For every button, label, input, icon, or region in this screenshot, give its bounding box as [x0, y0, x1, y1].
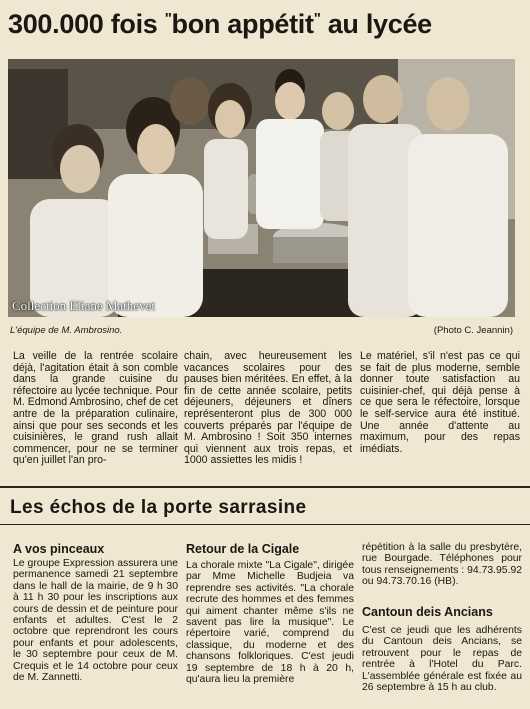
pinceaux-body: Le groupe Expression assurera une permanence samedi 21 septembre dans le hall de la mairie, de 9 h 30 à 11 h 30 pour les inscriptions aux cours de dessin et de peinture pour enfants et adultes. C'est le 2 octobre que reprendront les cours pour enfants et pour adolescents, le 30 septembre pour ceux de M. Crequis et le 14 octobre pour ceux de M. Zannetti.	[13, 558, 178, 684]
article-column-3: Le matériel, s'il n'est pas ce qui se fait de plus moderne, semble donner toute satisfaction au cuisinier-chef, qui déjà pense à ce que sera le réfectoire, lorsque le self-service aura été institué. Une année d'attente au maximum, pour des repas imédiats.	[360, 350, 520, 455]
pinceaux-title: A vos pinceaux	[13, 542, 105, 556]
cigale-title: Retour de la Cigale	[186, 542, 300, 556]
headline-quoted: bon appétit	[171, 9, 314, 39]
section-divider-top	[0, 486, 530, 488]
kitchen-team-photo	[8, 59, 515, 317]
cigale-body: La chorale mixte "La Cigale", dirigée par Mme Michelle Budjeia va reprendre ses activités. "La chorale recrute des hommes et des femmes qui aiment chanter même s'ils ne savent pas lire la musique". Le répertoire varié, comprend du classique, du moderne et des chansons folkloriques. C'est jeudi 19 septembre de 18 h à 20 h, qu'aura lieu la première	[186, 560, 354, 686]
photo-watermark: Collection Eliane Mathevet	[12, 298, 155, 313]
article-column-1: La veille de la rentrée scolaire déjà, l'agitation était à son comble dans la grande cuisine du réfectoire au lycée technique. Pour M. Edmond Ambrosino, chef de cet antre de la préparation culinaire, ainsi que pour ses seconds et les cuisinières, le grand rush allait commencer, pour ne se terminer qu'en juillet l'an pro-	[13, 350, 178, 467]
headline-part-2: au lycée	[320, 9, 432, 39]
headline-quote-open: "	[164, 10, 172, 27]
headline-quote-close: "	[313, 10, 321, 27]
headline	[8, 2, 528, 41]
photo-credit: (Photo C. Jeannin)	[433, 325, 513, 336]
section-divider-bottom	[0, 524, 530, 525]
cantoun-body: C'est ce jeudi que les adhérents du Cantoun deis Ancians, se retrouvent pour le repas de rentrée à l'Hotel du Parc. L'assemblée générale est fixée au 26 septembre à 15 h au club.	[362, 625, 522, 694]
right-column-body: répétition à la salle du presbytère, rue Bourgade. Téléphones pour tous renseignements : 94.73.95.92 ou 94.73.70.16 (HB).	[362, 542, 523, 588]
section-title: Les échos de la porte sarrasine	[10, 497, 307, 518]
photo-caption: L'équipe de M. Ambrosino.	[10, 325, 123, 336]
headline-part-1: 300.000 fois	[8, 9, 165, 39]
article-column-2: chain, avec heureusement les vacances scolaires pour des pauses bien méritées. En effet, à la fin de cette année scolaire, petits déjeuners, déjeuners et dîners représenteront plus de 300 000 couverts préparés par l'équipe de M. Ambrosino ! Soit 350 internes qui viennent aux trois repas, et 1000 assiettes les midis !	[184, 350, 352, 467]
photo-illustration	[8, 59, 515, 317]
cantoun-title: Cantoun deis Ancians	[362, 605, 493, 619]
